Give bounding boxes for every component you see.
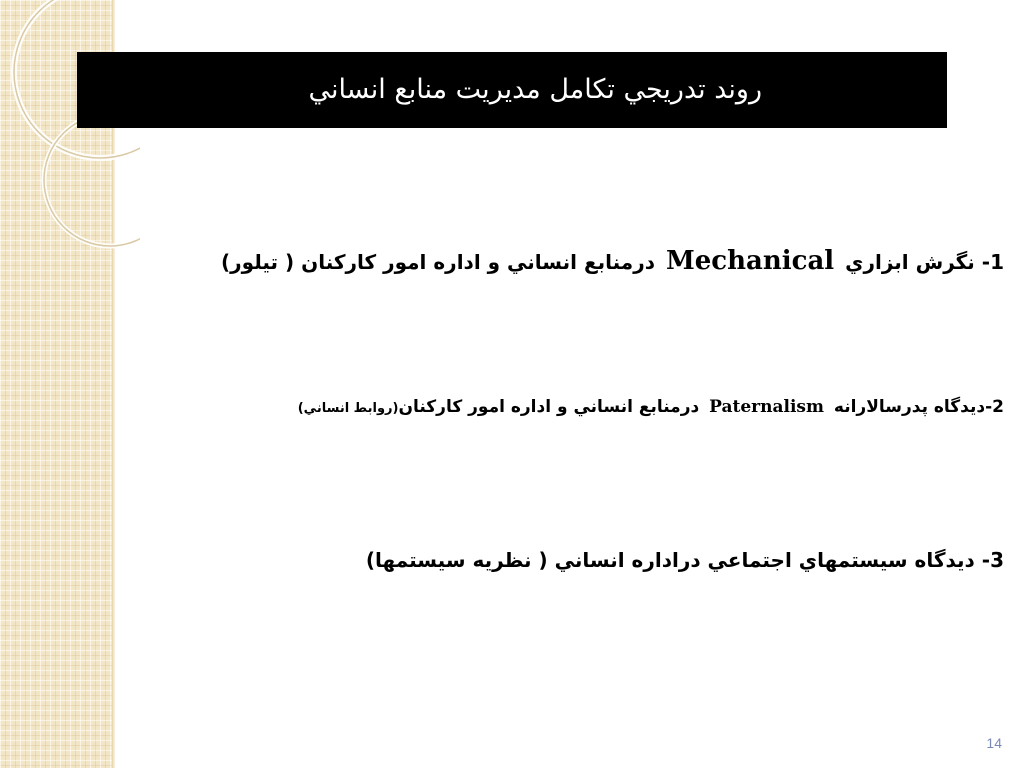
point-2-note: (روابط انساني) [297, 401, 399, 416]
point-1 [221, 246, 1004, 276]
point-1-term: Mechanical [665, 246, 835, 276]
point-3 [366, 548, 1004, 572]
point-3-text: 3- ديدگاه سيستمهاي اجتماعي دراداره انساني ( نظريه سيستمها) [365, 548, 1004, 572]
slide-title: روند تدريجي تكامل مديريت منابع انساني [308, 74, 762, 105]
point-2-text-before: 2-ديدگاه پدرسالارانه [833, 397, 1004, 417]
page-number: 14 [986, 735, 1002, 751]
point-1-text-after: درمنابع انساني و اداره امور كاركنان ( تيلور) [221, 250, 655, 274]
point-2-term: Paternalism [709, 397, 824, 417]
point-2-text-after: درمنابع انساني و اداره امور كاركنان [398, 397, 700, 417]
title-bar [77, 52, 947, 128]
point-1-text-before: 1- نگرش ابزاري [845, 250, 1004, 274]
point-2 [298, 397, 1004, 417]
decorative-rings [0, 0, 140, 260]
